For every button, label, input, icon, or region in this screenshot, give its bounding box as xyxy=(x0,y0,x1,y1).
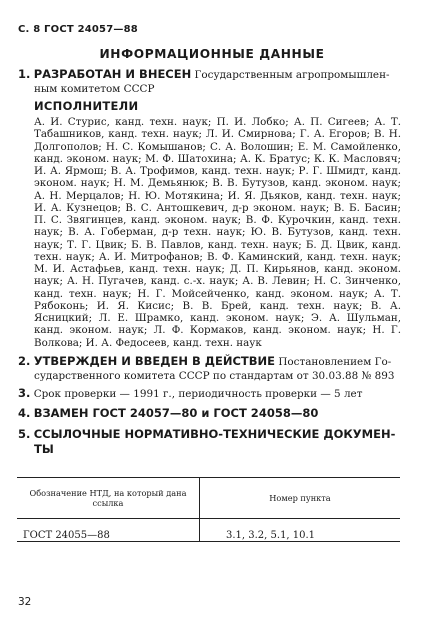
table-cell-clause: 3.1, 3.2, 5.1, 10.1 xyxy=(200,519,401,542)
executors-heading: ИСПОЛНИТЕЛИ xyxy=(34,99,139,113)
page-title: ИНФОРМАЦИОННЫЕ ДАННЫЕ xyxy=(99,47,325,61)
section-3-number: 3. xyxy=(18,386,31,400)
page-header: С. 8 ГОСТ 24057—88 xyxy=(18,24,138,35)
section-1-number: 1. xyxy=(18,67,31,81)
section-2-number: 2. xyxy=(18,354,31,368)
section-1-text-line1: Государственным агропромышлен- xyxy=(194,69,390,81)
section-5-heading-line1: ССЫЛОЧНЫЕ НОРМАТИВНО-ТЕХНИЧЕСКИЕ ДОКУМЕН- xyxy=(33,427,396,441)
section-1-heading: РАЗРАБОТАН И ВНЕСЕН xyxy=(33,67,192,81)
section-2 xyxy=(18,354,402,383)
section-3-text: Срок проверки — 1991 г., периодичность проверки — 5 лет xyxy=(33,388,363,400)
table-cell-document: ГОСТ 24055—88 xyxy=(17,519,200,542)
page-number: 32 xyxy=(18,596,32,608)
table-header-row xyxy=(17,478,400,519)
table-header-clause: Номер пункта xyxy=(200,478,401,519)
section-4-number: 4. xyxy=(18,406,31,420)
section-4-heading: ВЗАМЕН ГОСТ 24057—80 и ГОСТ 24058—80 xyxy=(33,406,319,420)
table-header-document: Обозначение НТД, на который дана ссылка xyxy=(17,478,200,519)
section-5-number: 5. xyxy=(18,427,31,441)
section-2-text-line1: Постановлением Го- xyxy=(278,356,392,368)
references-table xyxy=(17,477,400,542)
section-2-heading: УТВЕРЖДЕН И ВВЕДЕН В ДЕЙСТВИЕ xyxy=(33,354,276,368)
executors-list: А. И. Стурис, канд. техн. наук; П. И. Лобко; А. П. Сигеев; А. Т. Табашников, канд. техн. наук; Л. И. Смирнова; Г. А. Егоров; В. Н. Долгополов; Н. С. Комышанов; С. А. Волошин; Е. М. Самойленко, канд. эконом. наук; М. Ф. Шатохина; А. К. Братус; К. К. Масловяч; И. А. Ярмош; В. А. Трофимов, канд. техн. наук; Р. Г. Шмидт, канд. эконом. наук; Н. М. Демьянюк; В. В. Бутузов, канд. эконом. наук; А. Н. Мерцалов; Н. Ю. Мотякина; И. Я. Дьяков, канд. техн. наук; И. А. Кузнецов; В. С. Антошкевич, д-р эконом. наук; В. Б. Басин; П. С. Звягинцев, канд. эконом. наук; В. Ф. Курочкин, канд. техн. наук; В. А. Гоберман, д-р техн. наук; Ю. В. Бутузов, канд. техн. наук; Т. Г. Цвик; Б. В. Павлов, канд. техн. наук; Б. Д. Цвик, канд. техн. наук; А. И. Митрофанов; В. Ф. Каминский, канд. техн. наук; М. И. Астафьев, канд. техн. наук; Д. П. Кирьянов, канд. эконом. наук; А. Н. Пугачев, канд. с.-х. наук; А. В. Левин; Н. С. Зинченко, канд. техн. наук; Н. Г. Мойсейченко, канд. эконом. наук; А. Т. Рябоконь; И. Я. Кисис; В. В. Брей, канд. техн. наук; В. А. Ясницкий; Л. Е. Шрамко, канд. эконом. наук; Э. А. Шульман, канд. эконом. наук; Л. Ф. Кормаков, канд. эконом. наук; Н. Г. Волкова; И. А. Федосеев, канд. техн. наук xyxy=(34,116,401,349)
section-1 xyxy=(18,67,402,96)
section-5-heading-line2: ТЫ xyxy=(34,442,54,456)
section-4 xyxy=(18,406,402,421)
table-row xyxy=(17,519,400,542)
section-3 xyxy=(18,386,402,401)
section-5 xyxy=(18,427,402,456)
section-1-text-line2: ным комитетом СССР xyxy=(34,83,155,95)
section-2-text-line2: сударственного комитета СССР по стандартам от 30.03.88 № 893 xyxy=(34,370,395,382)
